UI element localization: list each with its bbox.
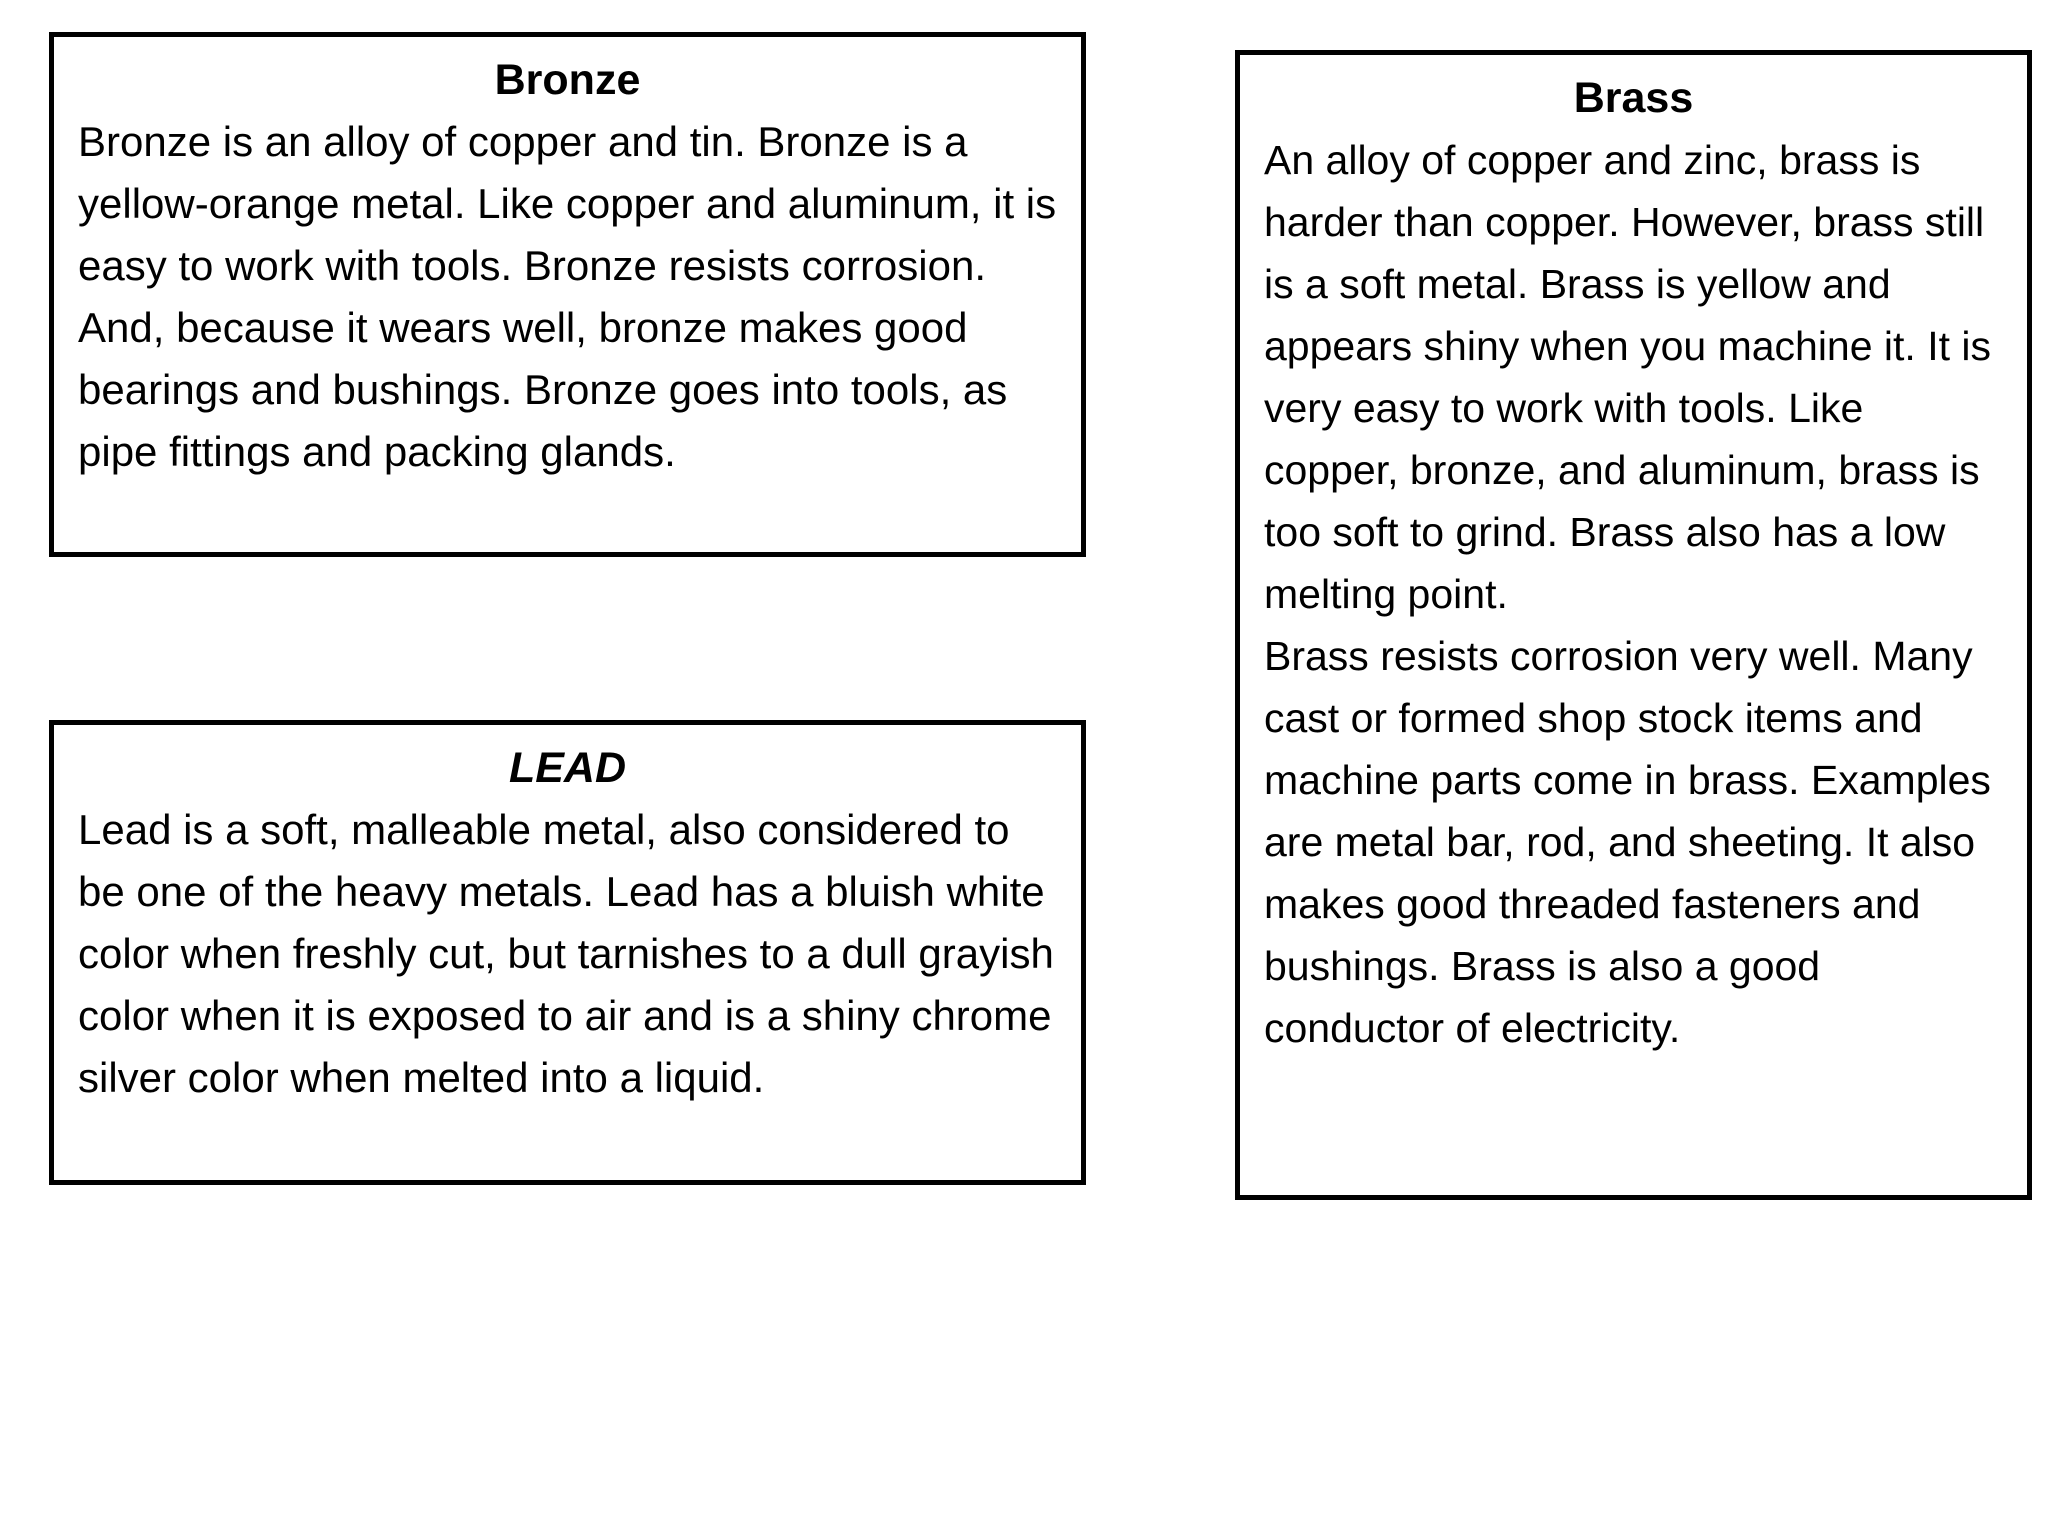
- bronze-description: [78, 111, 1057, 483]
- bronze-paragraph: Bronze is an alloy of copper and tin. Bronze is a yellow-orange metal. Like copper and aluminum, it is easy to work with tools. Bronze resists corrosion. And, because it wears well, bronze makes good bearings and bushings. Bronze goes into tools, as pipe fittings and packing glands.: [78, 118, 1057, 475]
- lead-description: [78, 799, 1057, 1109]
- bronze-title: Bronze: [494, 56, 641, 104]
- brass-paragraph-1: An alloy of copper and zinc, brass is harder than copper. However, brass still is a soft metal. Brass is yellow and appears shiny when you machine it. It is very easy to work with tools. Like copper, bronze, and aluminum, brass is too soft to grind. Brass also has a low melting point.: [1264, 137, 1991, 617]
- lead-card: [49, 720, 1086, 1185]
- brass-description: [1264, 129, 2003, 1059]
- lead-paragraph: Lead is a soft, malleable metal, also considered to be one of the heavy metals. Lead has a bluish white color when freshly cut, but tarnishes to a dull grayish color when it is exposed to air and is a shiny chrome silver color when melted into a liquid.: [78, 806, 1054, 1101]
- brass-title: Brass: [1573, 74, 1694, 122]
- bronze-card: [49, 32, 1086, 557]
- lead-title: LEAD: [508, 744, 627, 792]
- brass-paragraph-2: Brass resists corrosion very well. Many cast or formed shop stock items and machine parts come in brass. Examples are metal bar, rod, and sheeting. It also makes good threaded fasteners and bushings. Brass is also a good conductor of electricity.: [1264, 633, 1991, 1051]
- brass-card: [1235, 50, 2032, 1200]
